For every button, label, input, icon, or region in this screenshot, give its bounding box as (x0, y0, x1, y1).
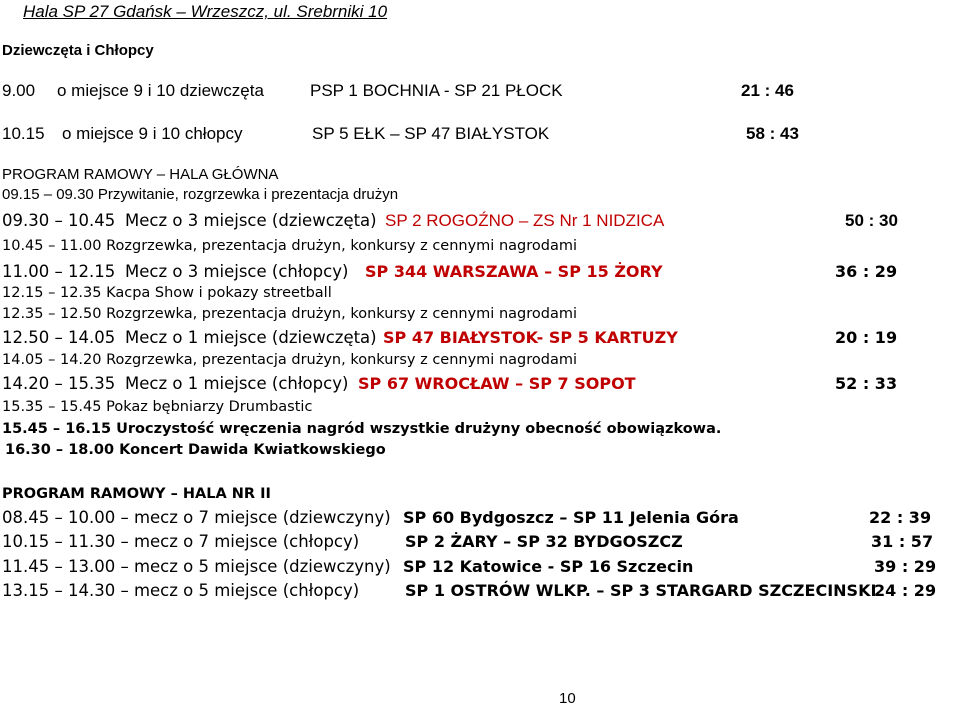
hall-two-title: PROGRAM RAMOWY – HALA NR II (2, 486, 271, 502)
schedule-description: Mecz o 3 miejsce (dziewczęta) (125, 211, 377, 230)
hall-two-teams: SP 2 ŻARY – SP 32 BYDGOSZCZ (405, 532, 683, 551)
schedule-score: 36 : 29 (835, 262, 898, 281)
schedule-teams: SP 344 WARSZAWA – SP 15 ŻORY (365, 262, 663, 281)
main-hall-title: PROGRAM RAMOWY – HALA GŁÓWNA (2, 166, 279, 183)
hall-two-score: 39 : 29 (874, 557, 937, 576)
schedule-item: 15.45 – 16.15 Uroczystość wręczenia nagród wszystkie drużyny obecność obowiązkowa. (2, 421, 722, 437)
hall-two-score: 22 : 39 (869, 508, 932, 527)
venue-heading: Hala SP 27 Gdańsk – Wrzeszcz, ul. Srebrniki 10 (23, 2, 388, 21)
schedule-item: 10.45 – 11.00 Rozgrzewka, prezentacja drużyn, konkursy z cennymi nagrodami (2, 238, 577, 254)
schedule-teams: SP 67 WROCŁAW – SP 7 SOPOT (358, 374, 636, 393)
hall-two-teams: SP 12 Katowice - SP 16 Szczecin (403, 557, 694, 576)
match-description: o miejsce 9 i 10 dziewczęta (57, 81, 264, 100)
match-description: o miejsce 9 i 10 chłopcy (62, 124, 243, 143)
match-score: 21 : 46 (741, 81, 794, 100)
schedule-teams: SP 47 BIAŁYSTOK- SP 5 KARTUZY (383, 328, 678, 347)
schedule-description: Mecz o 1 miejsce (chłopcy) (125, 374, 349, 393)
match-score: 58 : 43 (746, 124, 799, 143)
category-heading: Dziewczęta i Chłopcy (2, 42, 154, 59)
schedule-teams: SP 2 ROGOŹNO – ZS Nr 1 NIDZICA (385, 211, 665, 230)
schedule-description: Mecz o 1 miejsce (dziewczęta) (125, 328, 377, 347)
hall-two-teams: SP 60 Bydgoszcz – SP 11 Jelenia Góra (403, 508, 739, 527)
hall-two-teams: SP 1 OSTRÓW WLKP. – SP 3 STARGARD SZCZECINSKI (405, 581, 877, 600)
schedule-time: 09.30 – 10.45 (2, 211, 116, 230)
hall-two-score: 24 : 29 (874, 581, 937, 600)
match-teams: SP 5 EŁK – SP 47 BIAŁYSTOK (312, 124, 550, 143)
schedule-time: 14.20 – 15.35 (2, 374, 116, 393)
schedule-score: 20 : 19 (835, 328, 898, 347)
schedule-item: 12.35 – 12.50 Rozgrzewka, prezentacja drużyn, konkursy z cennymi nagrodami (2, 306, 577, 322)
schedule-score: 52 : 33 (835, 374, 898, 393)
schedule-time: 11.00 – 12.15 (2, 262, 116, 281)
hall-two-time: 10.15 – 11.30 – mecz o 7 miejsce (chłopcy) (2, 532, 360, 551)
match-time: 9.00 (2, 81, 36, 100)
hall-two-time: 11.45 – 13.00 – mecz o 5 miejsce (dziewczyny) (2, 557, 391, 576)
match-time: 10.15 (2, 124, 45, 143)
page-number: 10 (559, 690, 576, 707)
schedule-item: 14.05 – 14.20 Rozgrzewka, prezentacja drużyn, konkursy z cennymi nagrodami (2, 352, 577, 368)
hall-two-time: 08.45 – 10.00 – mecz o 7 miejsce (dziewczyny) (2, 508, 391, 527)
hall-two-time: 13.15 – 14.30 – mecz o 5 miejsce (chłopcy) (2, 581, 360, 600)
schedule-description: Mecz o 3 miejsce (chłopcy) (125, 262, 349, 281)
hall-two-score: 31 : 57 (871, 532, 934, 551)
schedule-item: 09.15 – 09.30 Przywitanie, rozgrzewka i prezentacja drużyn (2, 186, 399, 203)
schedule-item: 15.35 – 15.45 Pokaz bębniarzy Drumbastic (2, 399, 313, 415)
schedule-item: 16.30 – 18.00 Koncert Dawida Kwiatkowskiego (5, 442, 386, 458)
schedule-score: 50 : 30 (845, 211, 898, 230)
schedule-time: 12.50 – 14.05 (2, 328, 116, 347)
match-teams: PSP 1 BOCHNIA - SP 21 PŁOCK (310, 81, 563, 100)
schedule-item: 12.15 – 12.35 Kacpa Show i pokazy streetball (2, 285, 332, 301)
